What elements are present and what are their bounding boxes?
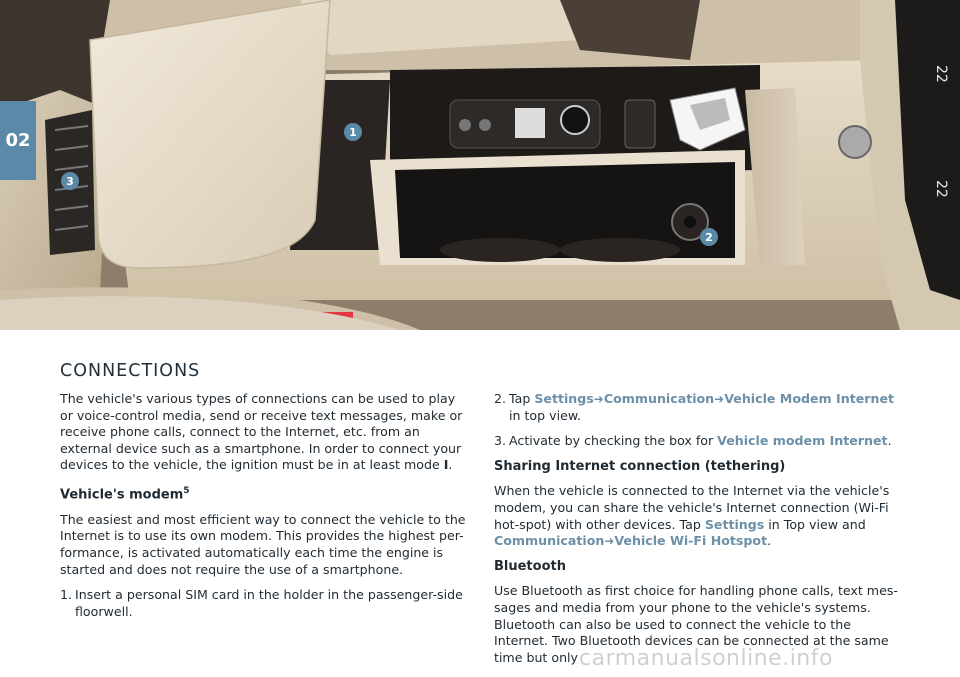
- ui-vehicle-modem-internet: Vehicle Modem Internet: [724, 391, 895, 406]
- tethering-paragraph: When the vehicle is connected to the Internet via the vehicle's modem, you can share the vehicle's Internet connection (Wi-Fi hot-spot) with other devices. Tap Settings in Top view and Communication➜Vehicle Wi-Fi Hotspot.: [494, 483, 890, 549]
- modem-paragraph: The easiest and most efficient way to connect the vehicle to the Internet is to use its own modem. This provides the highest per-formance, is activated automatically each time the engine is started and does not require the use of a smartphone.: [60, 511, 466, 577]
- list-item: 3. Activate by checking the box for Vehicle modem Internet.: [494, 433, 892, 449]
- svg-text:1: 1: [349, 126, 357, 139]
- center-console-photo: [0, 0, 960, 330]
- left-column: [60, 391, 470, 629]
- list-item: 1. Insert a personal SIM card in the holder in the passenger-side floorwell.: [60, 587, 463, 619]
- section-title: CONNECTIONS: [60, 361, 201, 381]
- ui-settings: Settings: [534, 391, 594, 406]
- callout-3: [61, 172, 79, 190]
- ui-vehicle-wifi-hotspot: Vehicle Wi-Fi Hotspot: [614, 533, 768, 549]
- callout-2: [700, 228, 718, 246]
- arrow-right-icon: ➜: [604, 534, 615, 549]
- footnote-ref: 5: [183, 485, 190, 496]
- svg-text:22: 22: [933, 65, 949, 83]
- ui-vehicle-modem-internet-checkbox: Vehicle modem Internet: [717, 433, 888, 449]
- intro-paragraph: The vehicle's various types of connections can be used to play or voice-control media, send or receive text messages, make or receive phone calls, connect to the Internet, etc. from an external device such as a smartphone. In order to connect your devices to the vehicle, the ignition must be in at least mode I.: [60, 391, 463, 473]
- bluetooth-paragraph: Use Bluetooth as first choice for handling phone calls, text mes-sages and media from your phone to the vehicle's systems. Bluetooth can also be used to connect the vehicle to the Internet. Two Bluetooth devices can be connected at the same time but only: [494, 583, 898, 665]
- ui-communication: Communication: [494, 533, 605, 549]
- bluetooth-heading: Bluetooth: [494, 558, 566, 574]
- svg-text:22: 22: [933, 180, 949, 198]
- tethering-heading: Sharing Internet connection (tethering): [494, 458, 786, 474]
- list-item: 2. Tap Settings➜Communication➜Vehicle Modem Internet in top view.: [494, 391, 895, 423]
- ui-settings: Settings: [704, 516, 765, 532]
- svg-text:2: 2: [705, 231, 713, 244]
- ignition-mode: I: [443, 457, 449, 473]
- right-column: [494, 391, 906, 675]
- watermark: carmanualsonline.info: [579, 646, 833, 671]
- modem-heading: Vehicle's modem$^5$: [60, 485, 190, 503]
- callout-1: [344, 123, 362, 141]
- chapter-tab: 02: [0, 101, 36, 180]
- svg-text:3: 3: [66, 175, 74, 188]
- arrow-right-icon: ➜: [593, 392, 604, 406]
- arrow-right-icon: ➜: [714, 392, 725, 406]
- ui-communication: Communication: [603, 391, 715, 406]
